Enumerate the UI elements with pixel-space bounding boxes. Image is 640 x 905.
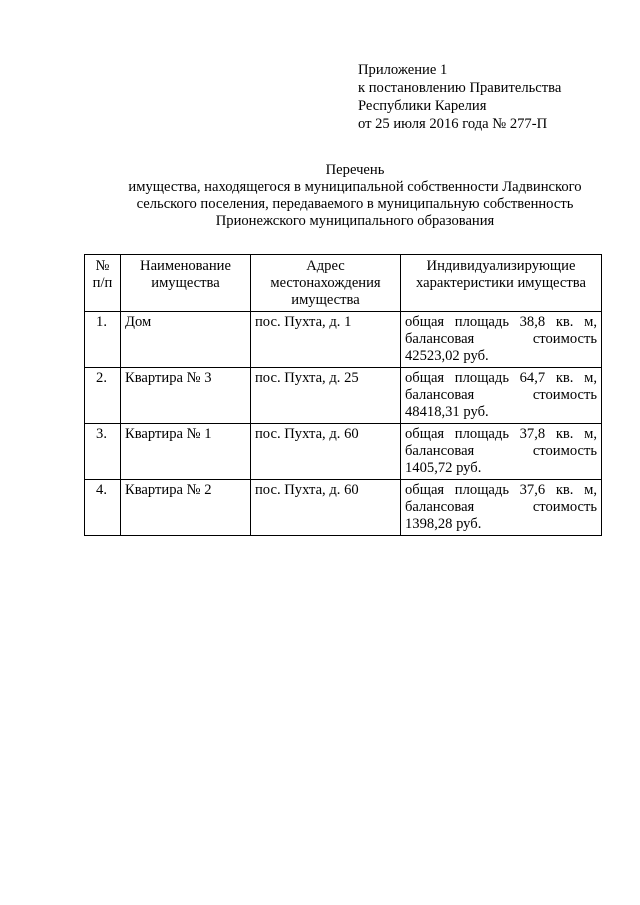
property-name: Квартира № 2	[121, 480, 251, 536]
row-number: 2.	[85, 368, 121, 424]
property-address: пос. Пухта, д. 1	[251, 312, 401, 368]
title-line: Перечень	[325, 162, 385, 178]
row-number: 4.	[85, 480, 121, 536]
row-number: 1.	[85, 312, 121, 368]
appendix-line: к постановлению Правительства	[358, 80, 562, 96]
appendix-block	[358, 61, 561, 133]
property-characteristics: общая площадь 37,6 кв. м, балансовая стоимость 1398,28 руб.	[401, 480, 602, 536]
property-name: Квартира № 1	[121, 424, 251, 480]
property-address: пос. Пухта, д. 60	[251, 480, 401, 536]
title-line: имущества, находящегося в муниципальной собственности Ладвинского	[128, 179, 582, 195]
table-row	[85, 312, 602, 368]
appendix-line: Приложение 1	[358, 62, 448, 78]
header-number: № п/п	[85, 255, 121, 312]
title-line: сельского поселения, передаваемого в муниципальную собственность	[136, 196, 574, 212]
property-characteristics: общая площадь 64,7 кв. м, балансовая стоимость 48418,31 руб.	[401, 368, 602, 424]
table-header-row	[85, 255, 602, 312]
title-line: Прионежского муниципального образования	[215, 213, 495, 229]
document-title	[60, 162, 640, 230]
property-name: Квартира № 3	[121, 368, 251, 424]
property-address: пос. Пухта, д. 25	[251, 368, 401, 424]
property-characteristics: общая площадь 37,8 кв. м, балансовая стоимость 1405,72 руб.	[401, 424, 602, 480]
table-row	[85, 368, 602, 424]
header-name: Наименование имущества	[121, 255, 251, 312]
table-row	[85, 424, 602, 480]
table-row	[85, 480, 602, 536]
property-name: Дом	[121, 312, 251, 368]
appendix-line: от 25 июля 2016 года № 277-П	[358, 116, 548, 132]
appendix-line: Республики Карелия	[358, 98, 487, 114]
header-characteristics: Индивидуализирующие характеристики имущества	[401, 255, 602, 312]
property-characteristics: общая площадь 38,8 кв. м, балансовая стоимость 42523,02 руб.	[401, 312, 602, 368]
end-divider	[300, 535, 388, 536]
header-address: Адрес местонахождения имущества	[251, 255, 401, 312]
property-address: пос. Пухта, д. 60	[251, 424, 401, 480]
row-number: 3.	[85, 424, 121, 480]
property-table	[84, 254, 602, 536]
